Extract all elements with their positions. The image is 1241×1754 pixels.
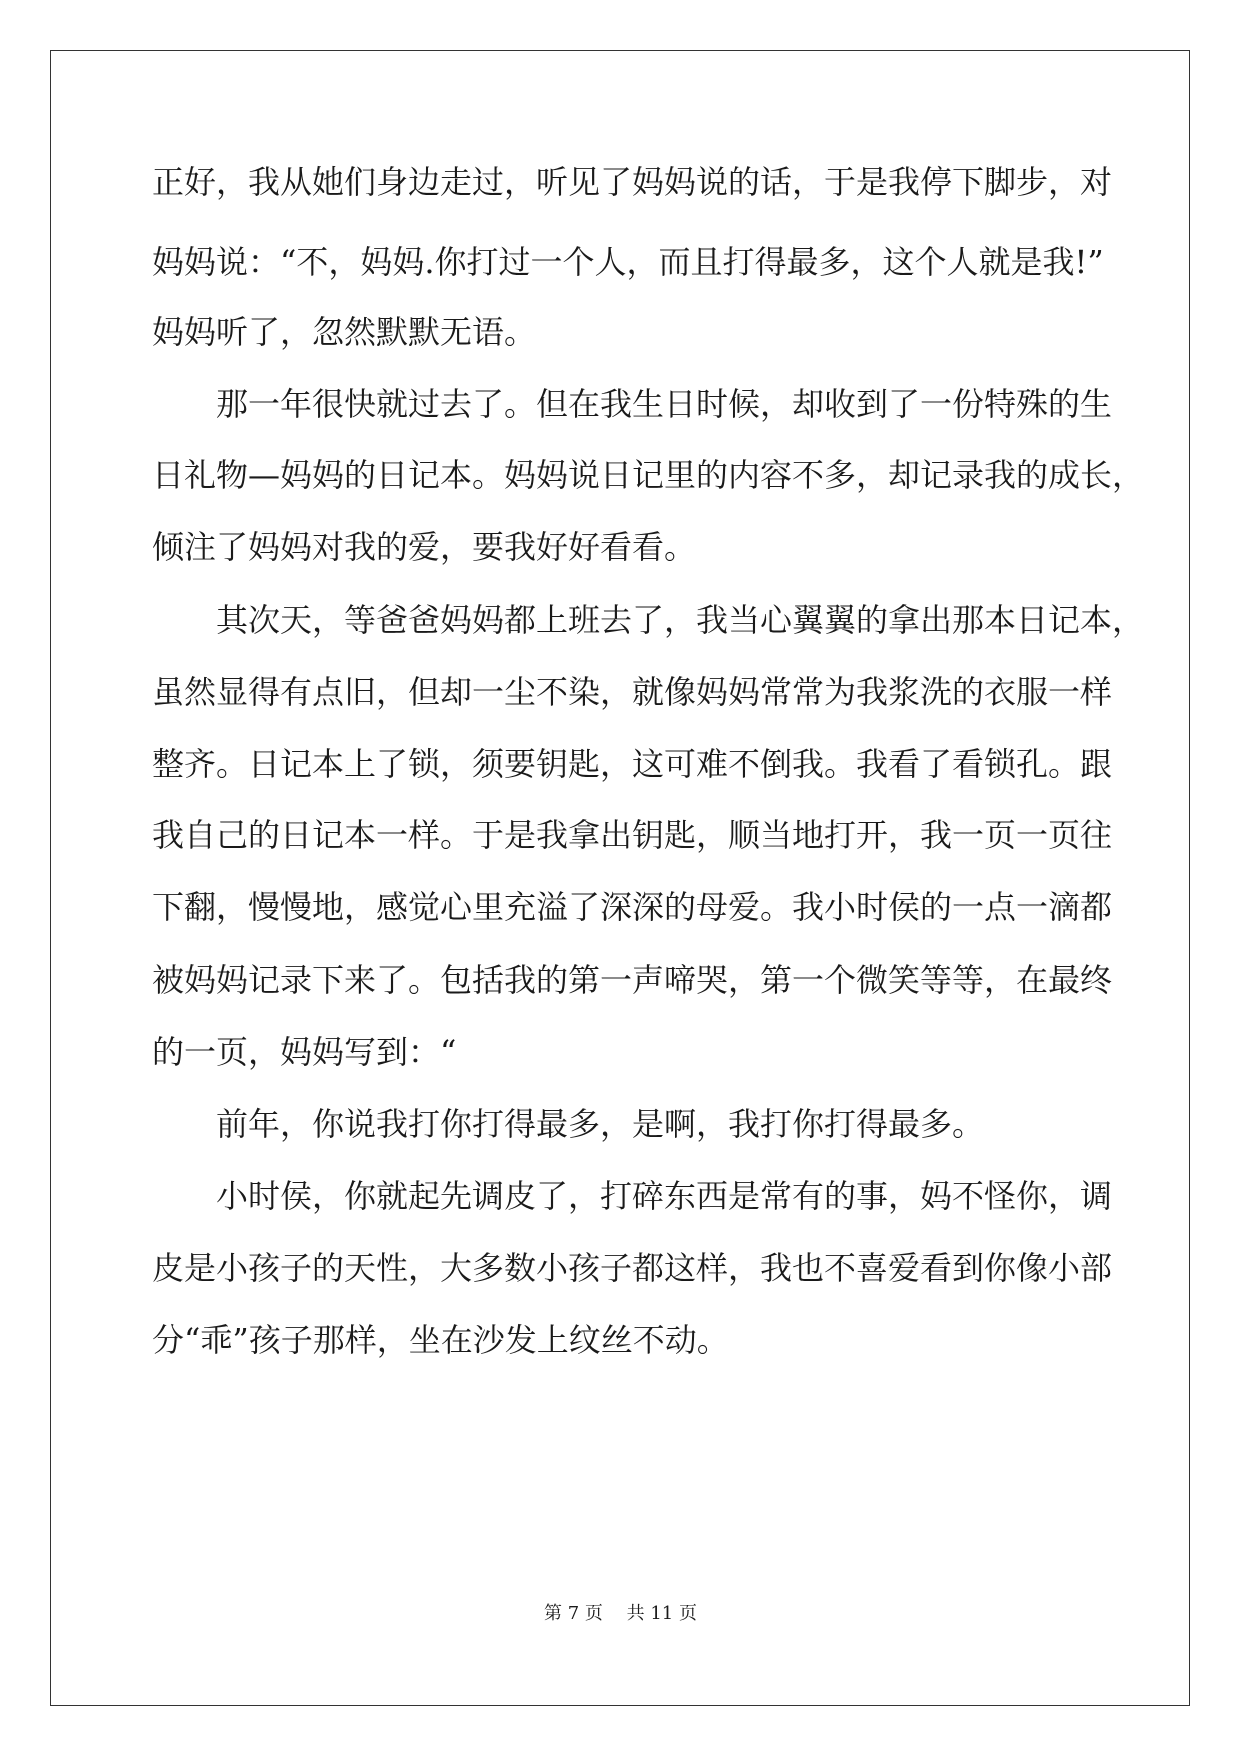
- text-line: 正好，我从她们身边走过，听见了妈妈说的话，于是我停下脚步，对: [152, 163, 1113, 201]
- text-line: 皮是小孩子的天性，大多数小孩子都这样，我也不喜爱看到你像小部: [152, 1249, 1113, 1287]
- text-line: 妈妈听了，忽然默默无语。: [152, 313, 537, 351]
- text-line: 整齐。日记本上了锁，须要钥匙，这可难不倒我。我看了看锁孔。跟: [152, 745, 1113, 783]
- text-line: 前年，你说我打你打得最多，是啊，我打你打得最多。: [152, 1105, 985, 1143]
- page-border: [50, 50, 1190, 1706]
- text-line: 那一年很快就过去了。但在我生日时候，却收到了一份特殊的生: [152, 385, 1113, 423]
- text-line: 日礼物—妈妈的日记本。妈妈说日记里的内容不多，却记录我的成长，: [152, 456, 1145, 494]
- text-line: 下翻，慢慢地，感觉心里充溢了深深的母爱。我小时侯的一点一滴都: [152, 888, 1113, 926]
- page-number-footer: 第 7 页 共 11 页: [544, 1603, 697, 1624]
- text-line: 我自己的日记本一样。于是我拿出钥匙，顺当地打开，我一页一页往: [152, 816, 1113, 854]
- text-line: 被妈妈记录下来了。包括我的第一声啼哭，第一个微笑等等，在最终: [152, 961, 1113, 999]
- text-line: 小时侯，你就起先调皮了，打碎东西是常有的事，妈不怪你，调: [152, 1177, 1113, 1215]
- text-line: 倾注了妈妈对我的爱，要我好好看看。: [152, 528, 697, 566]
- text-line: 其次天，等爸爸妈妈都上班去了，我当心翼翼的拿出那本日记本，: [152, 601, 1145, 639]
- text-line: 分“乖”孩子那样，坐在沙发上纹丝不动。: [152, 1321, 729, 1359]
- text-line: 妈妈说：“不，妈妈.你打过一个人，而且打得最多，这个人就是我!”: [152, 243, 1104, 281]
- text-line: 的一页，妈妈写到：“: [152, 1033, 457, 1071]
- text-line: 虽然显得有点旧，但却一尘不染，就像妈妈常常为我浆洗的衣服一样: [152, 673, 1113, 711]
